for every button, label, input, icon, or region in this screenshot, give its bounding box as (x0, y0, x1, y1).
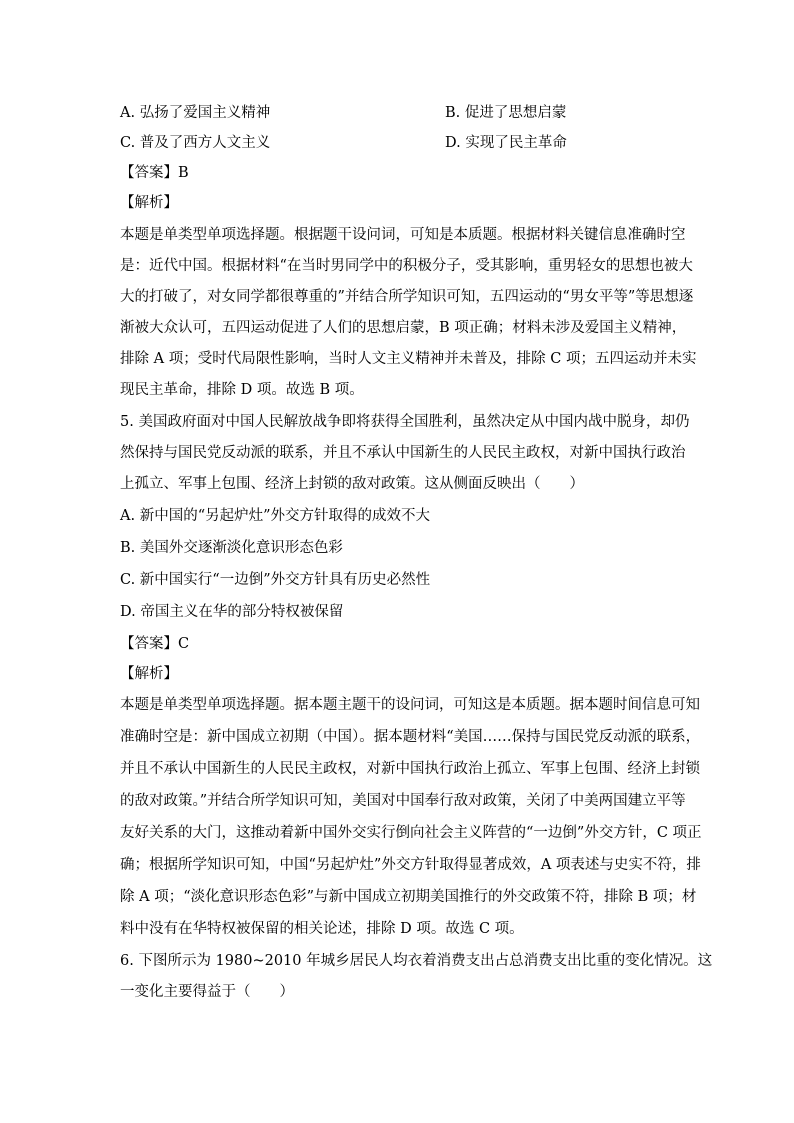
q4-answer: 【答案】B (120, 165, 189, 181)
q4-option-a: A. 弘扬了爱国主义精神 (120, 105, 271, 121)
q4-analysis-label: 【解析】 (120, 195, 178, 211)
q4-options-row-2 (120, 133, 680, 153)
q5-option-c: C. 新中国实行“一边倒”外交方针具有历史必然性 (120, 572, 431, 588)
q5-stem-line: 上孤立、军事上包围、经济上封锁的敌对政策。这从侧面反映出（ ） (120, 476, 584, 492)
q5-analysis-label: 【解析】 (120, 666, 178, 682)
q4-option-c: C. 普及了西方人文主义 (120, 135, 271, 151)
q4-options-row-1 (120, 103, 680, 123)
q4-analysis-line: 排除 A 项；受时代局限性影响，当时人文主义精神并未普及，排除 C 项；五四运动并未实 (120, 351, 697, 367)
q5-analysis-line: 本题是单类型单项选择题。据本题主题干的设问词，可知这是本质题。据本题时间信息可知 (120, 697, 700, 713)
q5-stem-line: 然保持与国民党反动派的联系，并且不承认中国新生的人民民主政权，对新中国执行政治 (120, 445, 686, 461)
q5-analysis-line: 确；根据所学知识可知，中国“另起炉灶”外交方针取得显著成效，A 项表述与史实不符，排 (120, 857, 701, 873)
q5-analysis-line: 的敌对政策。”并结合所学知识可知，美国对中国奉行敌对政策，关闭了中美两国建立平等 (120, 793, 686, 809)
q4-option-d: D. 实现了民主革命 (445, 135, 567, 151)
q5-answer: 【答案】C (120, 636, 190, 652)
q5-analysis-line: 准确时空是：新中国成立初期（中国）。据本题材料“美国……保持与国民党反动派的联系， (120, 729, 701, 745)
q5-option-d: D. 帝国主义在华的部分特权被保留 (120, 604, 344, 620)
q4-analysis-line: 本题是单类型单项选择题。根据题干设问词，可知是本质题。根据材料关键信息准确时空 (120, 227, 686, 243)
q4-analysis-line: 现民主革命，排除 D 项。故选 B 项。 (120, 382, 364, 398)
q4-analysis-line: 大的打破了，对女同学都很尊重的”并结合所学知识可知，五四运动的“男女平等”等思想逐 (120, 289, 694, 305)
q5-analysis-line: 料中没有在华特权被保留的相关论述，排除 D 项。故选 C 项。 (120, 921, 524, 937)
q5-analysis-line: 友好关系的大门，这推动着新中国外交实行倒向社会主义阵营的“一边倒”外交方针，C 项正 (120, 825, 702, 841)
q5-analysis-line: 并且不承认中国新生的人民民主政权，对新中国执行政治上孤立、军事上包围、经济上封锁 (120, 761, 700, 777)
q4-option-b: B. 促进了思想启蒙 (445, 105, 567, 121)
q5-option-b: B. 美国外交逐渐淡化意识形态色彩 (120, 540, 343, 556)
q5-stem-line: 5. 美国政府面对中国人民解放战争即将获得全国胜利，虽然决定从中国内战中脱身，却仍 (120, 414, 690, 430)
q4-analysis-line: 是：近代中国。根据材料“在当时男同学中的积极分子，受其影响，重男轻女的思想也被大 (120, 258, 693, 274)
q5-analysis-line: 除 A 项；“淡化意识形态色彩”与新中国成立初期美国推行的外交政策不符，排除 B 项；材 (120, 889, 697, 905)
q6-stem-line: 6. 下图所示为 1980~2010 年城乡居民人均衣着消费支出占总消费支出比重的变化情况。这 (120, 953, 713, 969)
q5-option-a: A. 新中国的“另起炉灶”外交方针取得的成效不大 (120, 508, 431, 524)
q6-stem-line: 一变化主要得益于（ ） (120, 984, 294, 1000)
q4-analysis-line: 渐被大众认可，五四运动促进了人们的思想启蒙，B 项正确；材料未涉及爱国主义精神， (120, 320, 687, 336)
